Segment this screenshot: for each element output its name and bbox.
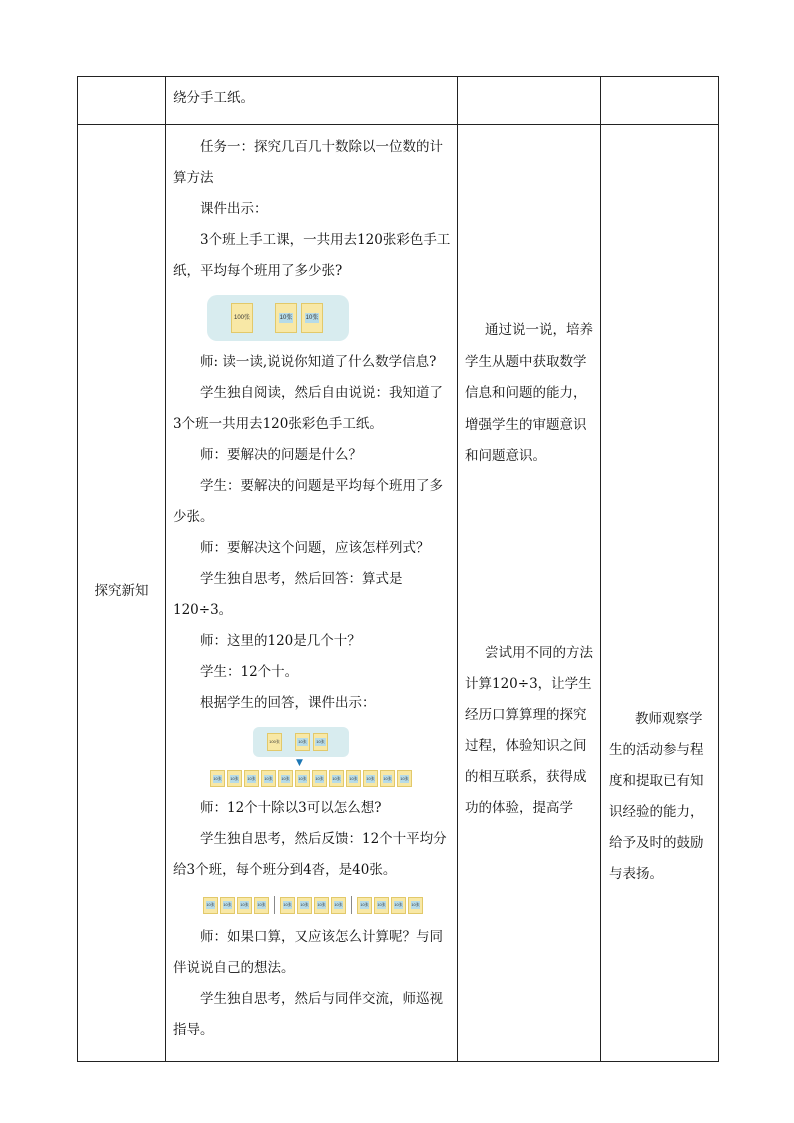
ten-sheet-card: 10张 bbox=[220, 897, 235, 914]
ten-sheet-card: 10张 bbox=[295, 770, 310, 787]
paper-figure-2 bbox=[179, 727, 451, 787]
ten-sheet-card: 10张 bbox=[374, 897, 389, 914]
problem-text: 3个班上手工课，一共用去120张彩色手工纸，平均每个班用了多少张? bbox=[173, 232, 451, 279]
paper-panel bbox=[253, 727, 349, 757]
dialogue-line: 学生独自阅读，然后自由说说：我知道了3个班一共用去120张彩色手工纸。 bbox=[173, 385, 443, 432]
evaluation-cell bbox=[601, 77, 719, 125]
ten-sheet-card: 10张 bbox=[227, 770, 242, 787]
content-cell bbox=[166, 77, 458, 125]
ten-sheet-card: 10张 bbox=[408, 897, 423, 914]
ten-sheet-card: 10张 bbox=[244, 770, 259, 787]
ten-sheet-card: 10张 bbox=[391, 897, 406, 914]
stage-cell bbox=[78, 125, 166, 1062]
ten-sheet-card: 10张 bbox=[278, 770, 293, 787]
evaluation-text: 教师观察学生的活动参与程度和提取已有知识经验的能力，给予及时的鼓励与表扬。 bbox=[609, 711, 704, 882]
ten-sheet-card: 10张 bbox=[380, 770, 395, 787]
ten-sheet-card: 10张 bbox=[301, 303, 323, 333]
ten-sheet-card: 10张 bbox=[363, 770, 378, 787]
group-divider bbox=[274, 896, 275, 914]
purpose-cell bbox=[458, 77, 601, 125]
dialogue-line: 师：要解决这个问题，应该怎样列式？ bbox=[200, 540, 430, 556]
stage-cell bbox=[78, 77, 166, 125]
ten-sheet-card: 10张 bbox=[261, 770, 276, 787]
dialogue-line: 师：这里的120是几个十？ bbox=[200, 633, 361, 649]
grouped-tens-figure bbox=[203, 896, 451, 914]
table-row bbox=[78, 125, 719, 1062]
ten-sheet-card: 10张 bbox=[280, 897, 295, 914]
dialogue-line: 根据学生的回答，课件出示： bbox=[200, 695, 376, 711]
design-purpose-1: 通过说一说，培养学生从题中获取数学信息和问题的能力，增强学生的审题意识和问题意识。 bbox=[465, 322, 593, 464]
stage-label: 探究新知 bbox=[94, 583, 149, 599]
paper-figure-1 bbox=[207, 295, 349, 341]
ten-sheet-card: 10张 bbox=[275, 303, 297, 333]
ten-sheet-card: 10张 bbox=[314, 897, 329, 914]
purpose-cell bbox=[458, 125, 601, 1062]
hundred-sheet-card: 100张 bbox=[231, 303, 253, 333]
down-arrow-icon: ▼ bbox=[296, 758, 303, 768]
ten-sheet-card: 10张 bbox=[313, 733, 328, 751]
ten-sheet-card: 10张 bbox=[254, 897, 269, 914]
dialogue-line: 师：要解决的问题是什么？ bbox=[200, 447, 362, 463]
twelve-tens-row bbox=[210, 770, 412, 787]
paragraph: 课件出示： bbox=[200, 201, 268, 217]
dialogue-line: 学生独自思考，然后与同伴交流，师巡视指导。 bbox=[173, 991, 443, 1038]
hundred-sheet-card: 100张 bbox=[267, 733, 282, 751]
dialogue-line: 师：12个十除以3可以怎么想? bbox=[200, 800, 382, 816]
dialogue-line: 学生独自思考，然后反馈：12个十平均分给3个班，每个班分到4沓，是40张。 bbox=[173, 831, 447, 878]
ten-sheet-card: 10张 bbox=[237, 897, 252, 914]
ten-sheet-card: 10张 bbox=[397, 770, 412, 787]
ten-sheet-card: 10张 bbox=[203, 897, 218, 914]
ten-sheet-card: 10张 bbox=[357, 897, 372, 914]
dialogue-line: 学生独自思考，然后回答：算式是120÷3。 bbox=[173, 571, 403, 618]
lesson-table bbox=[77, 76, 719, 1062]
evaluation-cell bbox=[601, 125, 719, 1062]
ten-sheet-card: 10张 bbox=[295, 733, 310, 751]
ten-sheet-card: 10张 bbox=[346, 770, 361, 787]
dialogue-line: 师: 读一读,说说你知道了什么数学信息? bbox=[200, 354, 437, 370]
dialogue-line: 学生：12个十。 bbox=[200, 664, 299, 680]
ten-sheet-card: 10张 bbox=[329, 770, 344, 787]
task-heading: 任务一：探究几百几十数除以一位数的计算方法 bbox=[173, 139, 443, 186]
dialogue-line: 学生：要解决的问题是平均每个班用了多少张。 bbox=[173, 478, 443, 525]
ten-sheet-card: 10张 bbox=[312, 770, 327, 787]
dialogue-line: 师：如果口算，又应该怎么计算呢？与同伴说说自己的想法。 bbox=[173, 929, 443, 976]
content-text: 绕分手工纸。 bbox=[173, 90, 254, 106]
ten-sheet-card: 10张 bbox=[210, 770, 225, 787]
ten-sheet-card: 10张 bbox=[297, 897, 312, 914]
content-cell bbox=[166, 125, 458, 1062]
design-purpose-2: 尝试用不同的方法计算120÷3，让学生经历口算算理的探究过程，体验知识之间的相互联系，获得成功的体验，提高学 bbox=[465, 644, 593, 816]
ten-sheet-card: 10张 bbox=[331, 897, 346, 914]
group-divider bbox=[351, 896, 352, 914]
table-row bbox=[78, 77, 719, 125]
